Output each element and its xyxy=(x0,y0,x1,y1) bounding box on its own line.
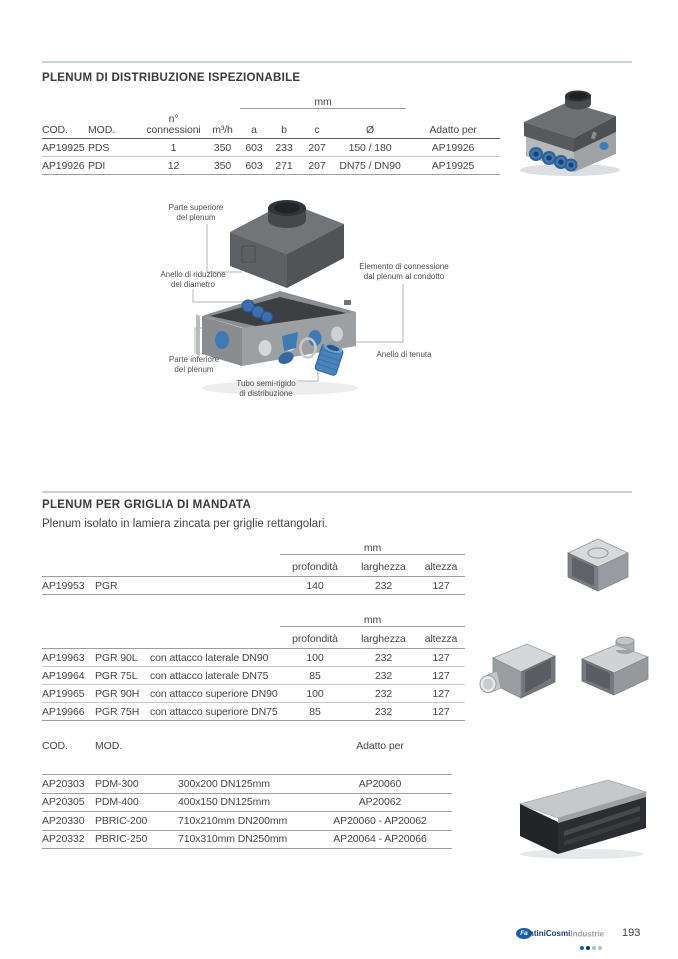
cell-altezza: 127 xyxy=(417,649,465,667)
cell-profondita: 100 xyxy=(280,685,350,703)
cell-mod: PDS xyxy=(88,139,142,157)
label-tubo-semirigido: Tubo semi-rigido di distribuzione xyxy=(236,379,296,398)
cell-c: 207 xyxy=(300,157,334,175)
cad-image-pgr-laterale xyxy=(477,630,561,704)
cell-cod: AP20305 xyxy=(42,793,95,812)
cell-adatto: AP20062 xyxy=(308,793,452,812)
col-header-altezza: altezza xyxy=(417,555,465,577)
cell-altezza: 127 xyxy=(417,685,465,703)
cell-diametro: DN75 / DN90 xyxy=(334,157,406,175)
table-row xyxy=(42,667,465,685)
cell-cod: AP20332 xyxy=(42,830,95,849)
section-title-griglia: PLENUM PER GRIGLIA DI MANDATA xyxy=(42,499,252,511)
mm-group-header: mm xyxy=(280,538,465,555)
cell-portata: 350 xyxy=(205,139,240,157)
cad-image-pgr xyxy=(558,529,636,595)
cell-cod: AP20303 xyxy=(42,775,95,794)
cell-larghezza: 232 xyxy=(350,649,417,667)
cell-mod: PDM-300 xyxy=(95,775,178,794)
cell-mod: PGR 90H xyxy=(95,685,150,703)
cell-c: 207 xyxy=(300,139,334,157)
cell-a: 603 xyxy=(240,157,268,175)
table-spacer xyxy=(42,555,95,577)
cell-profondita: 85 xyxy=(280,703,350,721)
table-row xyxy=(42,793,452,812)
table-row xyxy=(42,649,465,667)
label-parte-superiore: Parte superiore del plenum xyxy=(168,203,224,222)
cell-mod: PBRIC-250 xyxy=(95,830,178,849)
table-spacer xyxy=(42,538,280,555)
brand-logo-oval: Fa xyxy=(516,928,532,939)
col-header-larghezza: larghezza xyxy=(350,627,417,649)
cell-cod: AP20330 xyxy=(42,812,95,831)
label-parte-inferiore: Parte inferiore del plenum xyxy=(168,355,220,374)
cell-adatto: AP20060 - AP20062 xyxy=(308,812,452,831)
label-anello-riduzione: Anello di riduzione del diametro xyxy=(160,270,226,289)
table-pgr-variants xyxy=(42,610,465,721)
col-header-mod: MOD. xyxy=(88,109,142,139)
table-row xyxy=(42,685,465,703)
cell-cod: AP19963 xyxy=(42,649,95,667)
cell-adatto: AP19925 xyxy=(406,157,500,175)
page-number: 193 xyxy=(622,927,641,939)
col-header-a: a xyxy=(240,109,268,139)
cell-larghezza: 232 xyxy=(350,667,417,685)
table-row xyxy=(42,703,465,721)
cell-desc: con attacco laterale DN75 xyxy=(150,667,280,685)
cell-cod: AP19966 xyxy=(42,703,95,721)
col-header-connessioni: n° connessioni xyxy=(142,109,205,139)
col-header-portata: m³/h xyxy=(205,109,240,139)
cell-cod: AP19964 xyxy=(42,667,95,685)
cell-a: 603 xyxy=(240,139,268,157)
brand-logo: FantiniCosmiIndustrie xyxy=(516,925,604,943)
cell-desc xyxy=(150,577,280,595)
cell-b: 271 xyxy=(268,157,300,175)
cell-larghezza: 232 xyxy=(350,703,417,721)
cell-mod: PDM-400 xyxy=(95,793,178,812)
cell-mod: PGR 75H xyxy=(95,703,150,721)
cell-cod: AP19965 xyxy=(42,685,95,703)
table-spacer xyxy=(150,627,280,649)
table-spacer xyxy=(406,92,500,109)
table-spacer xyxy=(42,610,280,627)
mm-group-header: mm xyxy=(280,610,465,627)
table-row xyxy=(42,577,465,595)
col-header-cod: COD. xyxy=(42,109,88,139)
table-row xyxy=(42,812,452,831)
table-spacer xyxy=(150,555,280,577)
cell-altezza: 127 xyxy=(417,667,465,685)
cell-connessioni: 1 xyxy=(142,139,205,157)
table-row xyxy=(42,157,500,175)
cell-mod: PGR 90L xyxy=(95,649,150,667)
section-title-distribuzione: PLENUM DI DISTRIBUZIONE ISPEZIONABILE xyxy=(42,72,301,84)
cell-profondita: 100 xyxy=(280,649,350,667)
section-divider-mid xyxy=(42,491,632,493)
label-anello-tenuta: Anello di tenuta xyxy=(376,350,432,359)
label-elemento-connessione: Elemento di connessione dal plenum al condotto xyxy=(359,262,449,281)
product-photo-plenum-distribuzione xyxy=(508,80,632,180)
section-divider-top xyxy=(42,61,632,63)
cell-cod: AP19926 xyxy=(42,157,88,175)
cell-connessioni: 12 xyxy=(142,157,205,175)
cell-dimensioni: 300x200 DN125mm xyxy=(178,775,308,794)
brand-logo-dots xyxy=(578,937,602,955)
col-header-mod: MOD. xyxy=(95,740,123,752)
cell-dimensioni: 400x150 DN125mm xyxy=(178,793,308,812)
cell-mod: PDI xyxy=(88,157,142,175)
cell-profondita: 140 xyxy=(280,577,350,595)
cell-adatto: AP20064 - AP20066 xyxy=(308,830,452,849)
cell-adatto: AP20060 xyxy=(308,775,452,794)
table-spacer xyxy=(95,627,150,649)
table-row xyxy=(42,775,452,794)
cell-mod: PGR xyxy=(95,577,150,595)
mm-group-header: mm xyxy=(240,92,406,109)
cell-dimensioni: 710x210mm DN200mm xyxy=(178,812,308,831)
col-header-b: b xyxy=(268,109,300,139)
cell-desc: con attacco laterale DN90 xyxy=(150,649,280,667)
table-spacer xyxy=(95,555,150,577)
cell-desc: con attacco superiore DN75 xyxy=(150,703,280,721)
cell-profondita: 85 xyxy=(280,667,350,685)
cad-image-pgr-superiore xyxy=(570,629,654,699)
cell-desc: con attacco superiore DN90 xyxy=(150,685,280,703)
col-header-larghezza: larghezza xyxy=(350,555,417,577)
col-header-altezza: altezza xyxy=(417,627,465,649)
product-photo-plenum-griglia xyxy=(510,770,652,860)
col-header-adatto: Adatto per xyxy=(356,740,404,752)
table-distribuzione xyxy=(42,92,500,175)
table-pdm xyxy=(42,740,452,849)
cell-portata: 350 xyxy=(205,157,240,175)
table-spacer xyxy=(42,627,95,649)
cell-adatto: AP19926 xyxy=(406,139,500,157)
table-row xyxy=(42,139,500,157)
cell-altezza: 127 xyxy=(417,703,465,721)
cell-mod: PBRIC-200 xyxy=(95,812,178,831)
cell-altezza: 127 xyxy=(417,577,465,595)
cell-cod: AP19925 xyxy=(42,139,88,157)
col-header-diametro: Ø xyxy=(334,109,406,139)
table-row xyxy=(42,830,452,849)
table-spacer xyxy=(42,92,240,109)
section-subtitle-griglia: Plenum isolato in lamiera zincata per griglie rettangolari. xyxy=(42,518,328,530)
table-pgr xyxy=(42,538,465,595)
col-header-cod: COD. xyxy=(42,740,68,752)
cell-cod: AP19953 xyxy=(42,577,95,595)
cell-b: 233 xyxy=(268,139,300,157)
col-header-c: c xyxy=(300,109,334,139)
col-header-profondita: profondità xyxy=(280,555,350,577)
table-spacer xyxy=(178,740,308,775)
col-header-profondita: profondità xyxy=(280,627,350,649)
cell-larghezza: 232 xyxy=(350,685,417,703)
cell-larghezza: 232 xyxy=(350,577,417,595)
col-header-adatto: Adatto per xyxy=(406,109,500,139)
cell-mod: PGR 75L xyxy=(95,667,150,685)
cell-diametro: 150 / 180 xyxy=(334,139,406,157)
cell-dimensioni: 710x310mm DN250mm xyxy=(178,830,308,849)
